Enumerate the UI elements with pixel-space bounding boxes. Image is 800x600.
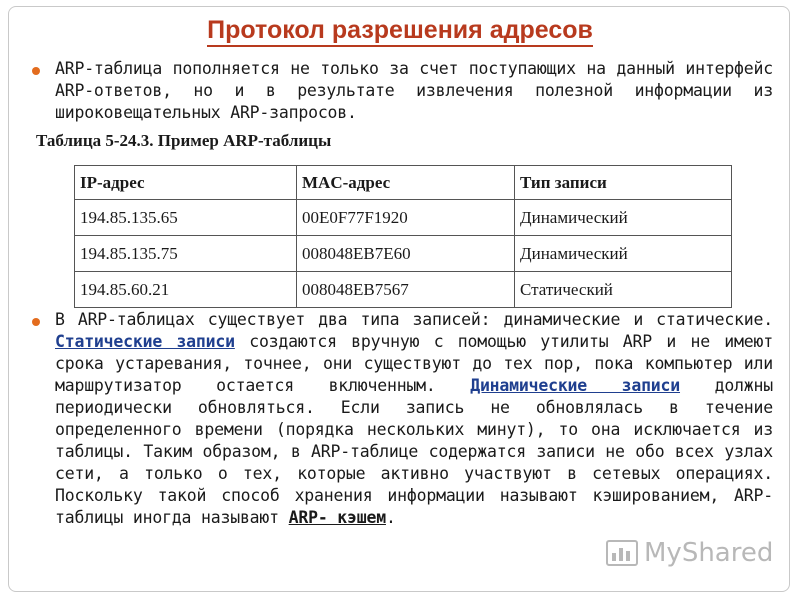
bullet2-text-part4: . bbox=[385, 508, 396, 527]
header-ip: IP-адрес bbox=[75, 166, 297, 200]
static-entries-link[interactable]: Статические записи bbox=[55, 332, 235, 351]
bullet-dot-1 bbox=[32, 67, 40, 75]
arp-table bbox=[74, 165, 732, 308]
bullet2-text-part1: В ARP-таблицах существует два типа записей: динамические и статические. bbox=[55, 310, 773, 329]
slide-title: Протокол разрешения адресов bbox=[0, 16, 800, 45]
cell-ip: 194.85.135.75 bbox=[75, 236, 297, 272]
cell-type: Статический bbox=[515, 272, 732, 308]
arp-cache-term: ARP- кэшем bbox=[288, 508, 386, 527]
header-mac: MAC-адрес bbox=[297, 166, 515, 200]
cell-mac: 00E0F77F1920 bbox=[297, 200, 515, 236]
table-header-row bbox=[75, 166, 732, 200]
table-row bbox=[75, 200, 732, 236]
dynamic-entries-link[interactable]: Динамические записи bbox=[470, 376, 681, 395]
bullet-text-1: ARP-таблица пополняется не только за счет поступающих на данный интерфейс ARP-ответов, но и в результате извлечения полезной информации из широковещательных ARP-запросов. bbox=[55, 59, 773, 122]
table-row bbox=[75, 236, 732, 272]
cell-type: Динамический bbox=[515, 236, 732, 272]
table-caption: Таблица 5-24.3. Пример ARP-таблицы bbox=[36, 131, 332, 150]
cell-mac: 008048EB7E60 bbox=[297, 236, 515, 272]
bullet2-text-part3: должны периодически обновляться. Если запись не обновлялась в течение определенного времени (порядка нескольких минут), то она исключается из таблицы. Таким образом, в ARP-таблице содержатся записи не обо всех узлах сети, а только о тех, которые активно участвуют в сетевых операциях. Поскольку такой способ хранения информации называют кэшированием, ARP-таблицы иногда называют bbox=[55, 376, 773, 527]
cell-ip: 194.85.60.21 bbox=[75, 272, 297, 308]
myshared-watermark bbox=[606, 538, 773, 568]
header-type: Тип записи bbox=[515, 166, 732, 200]
cell-type: Динамический bbox=[515, 200, 732, 236]
cell-mac: 008048EB7567 bbox=[297, 272, 515, 308]
bullet2-text-part2: создаются вручную с помощью утилиты ARP и не имеют срока устаревания, точнее, они существуют до тех пор, пока компьютер или маршрутизатор остается включенным. bbox=[55, 332, 773, 395]
bullet-dot-2 bbox=[32, 318, 40, 326]
watermark-text: MyShared bbox=[644, 538, 774, 568]
table-row bbox=[75, 272, 732, 308]
bullet-text-2 bbox=[55, 309, 773, 529]
chart-logo-icon bbox=[606, 540, 638, 566]
cell-ip: 194.85.135.65 bbox=[75, 200, 297, 236]
